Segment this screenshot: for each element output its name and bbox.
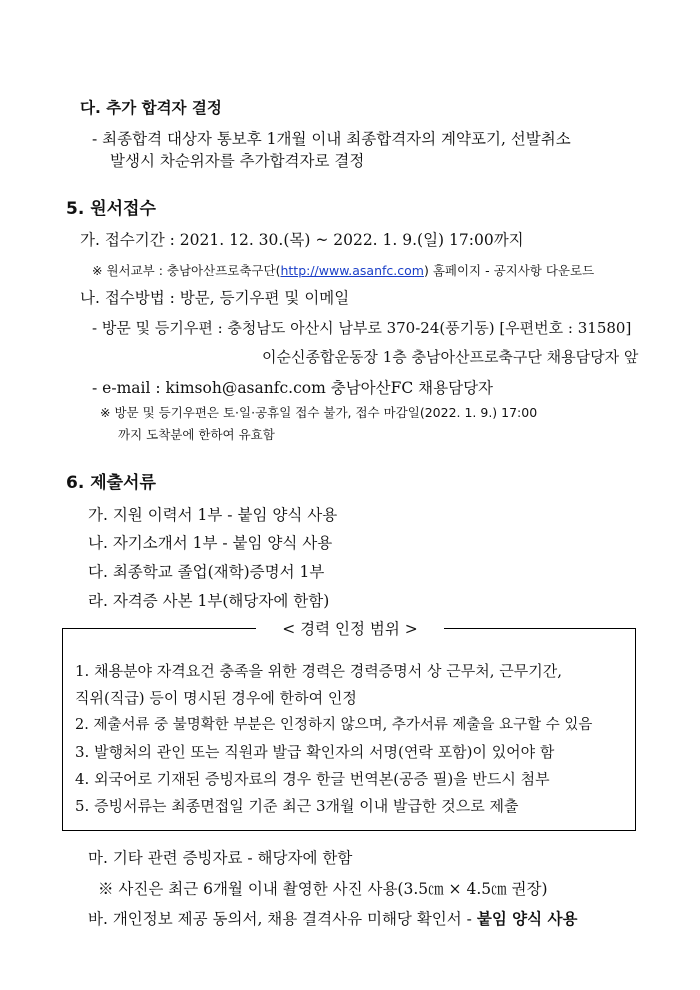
doc-item-resume: 가. 지원 이력서 1부 - 붙임 양식 사용 [88,506,338,524]
doc-item-other-evidence: 마. 기타 관련 증빙자료 - 해당자에 한함 [88,849,353,867]
doc-item-privacy-consent [88,909,577,929]
asanfc-homepage-link[interactable]: http://www.asanfc.com [280,263,424,278]
career-rule-3: 3. 발행처의 관인 또는 직원과 발급 확인자의 서명(연락 포함)이 있어야 함 [75,743,555,761]
career-rule-5: 5. 증빙서류는 최종면접일 기준 최근 3개월 이내 발급한 것으로 제출 [75,797,519,815]
section-d-bullet-line1: - 최종합격 대상자 통보후 1개월 이내 최종합격자의 계약포기, 선발취소 [92,130,571,148]
privacy-consent-form-note: 붙임 양식 사용 [476,910,578,928]
notice-prefix: ※ 원서교부 : 충남아산프로축구단( [92,263,281,278]
submission-note-line2: 까지 도착분에 한하여 유효함 [118,427,275,442]
privacy-consent-text: 바. 개인정보 제공 동의서, 채용 결격사유 미해당 확인서 - [88,910,477,928]
section5-heading: 5. 원서접수 [66,199,156,219]
application-form-notice [92,261,594,281]
doc-item-graduation-cert: 다. 최종학교 졸업(재학)증명서 1부 [88,563,325,581]
career-rule-4: 4. 외국어로 기재된 증빙자료의 경우 한글 번역본(공증 필)을 반드시 첨부 [75,770,550,788]
career-box-title [0,618,700,640]
career-rule-2: 2. 제출서류 중 불명확한 부분은 인정하지 않으며, 추가서류 제출을 요구할 수 있음 [75,717,593,733]
section6-heading: 6. 제출서류 [66,473,156,493]
doc-item-self-intro: 나. 자기소개서 1부 - 붙임 양식 사용 [88,534,333,552]
section-d-title: 다. 추가 합격자 결정 [80,99,222,117]
email-line: - e-mail : kimsoh@asanfc.com 충남아산FC 채용담당자 [92,379,494,397]
notice-suffix: ) 홈페이지 - 공지사항 다운로드 [423,263,595,278]
application-method: 나. 접수방법 : 방문, 등기우편 및 이메일 [80,289,350,307]
photo-note: ※ 사진은 최근 6개월 이내 촬영한 사진 사용(3.5㎝ × 4.5㎝ 권장) [98,880,548,898]
career-box-title-text: < 경력 인정 범위 > [256,620,444,638]
career-recognition-box [62,628,636,831]
submission-note-line1: ※ 방문 및 등기우편은 토·일·공휴일 접수 불가, 접수 마감일(2022. 1. 9.) 17:00 [100,405,538,420]
doc-item-license-copy: 라. 자격증 사본 1부(해당자에 한함) [88,592,330,610]
section-d-bullet-line2: 발생시 차순위자를 추가합격자로 결정 [110,152,365,170]
visit-mail-address-line1: - 방문 및 등기우편 : 충청남도 아산시 남부로 370-24(풍기동) [우편번호 : 31580] [92,319,632,337]
career-rule-1a: 1. 채용분야 자격요건 충족을 위한 경력은 경력증명서 상 근무처, 근무기간, [75,662,562,680]
career-rule-1b: 직위(직급) 등이 명시된 경우에 한하여 인정 [75,689,357,707]
application-period: 가. 접수기간 : 2021. 12. 30.(목) ~ 2022. 1. 9.(일) 17:00까지 [80,231,524,249]
visit-mail-address-line2: 이순신종합운동장 1층 충남아산프로축구단 채용담당자 앞 [262,348,639,366]
